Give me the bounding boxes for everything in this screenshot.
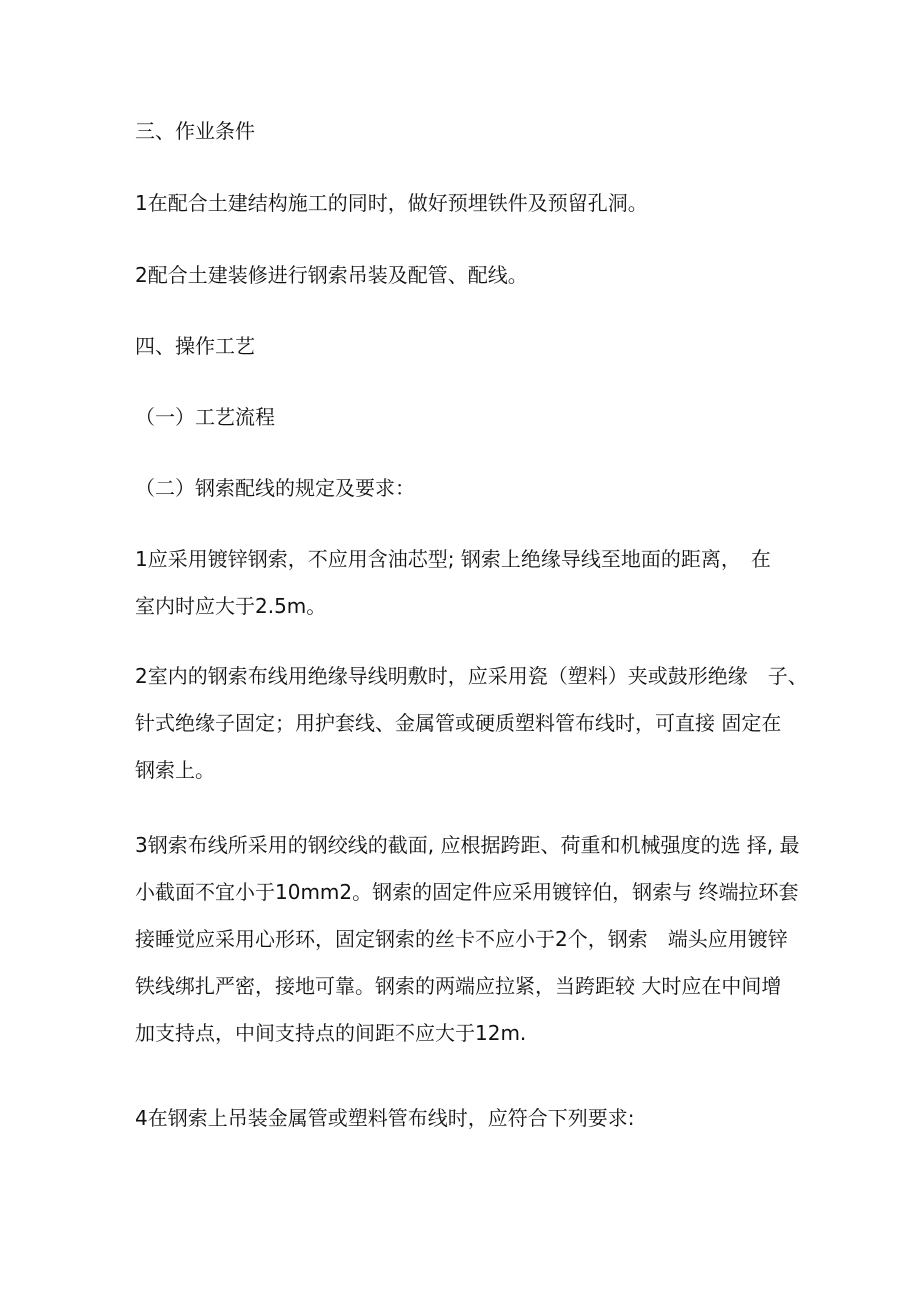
text-line: 3钢索布线所采用的钢绞线的截面, 应根据跨距、荷重和机械强度的选 择, 最: [135, 833, 800, 857]
text-line: 室内时应大于2.5m。: [135, 594, 327, 618]
text-line: 小截面不宜小于10mm2。钢索的固定件应采用镀锌伯，钢索与 终端拉环套: [135, 880, 799, 904]
section-heading-operation-process: 四、操作工艺: [135, 334, 255, 358]
text-line: 加支持点，中间支持点的间距不应大于12m.: [135, 1021, 527, 1045]
requirement-item-1: [135, 536, 795, 630]
text-line: 针式绝缘子固定；用护套线、金属管或硬质塑料管布线时，可直接 固定在: [135, 711, 782, 735]
subsection-process-flow: （一）工艺流程: [135, 405, 275, 429]
requirement-item-2: [135, 653, 808, 794]
requirement-item-3: [135, 822, 800, 1057]
condition-item-2: 2配合土建装修进行钢索吊装及配管、配线。: [135, 263, 528, 287]
text-line: 2室内的钢索布线用绝缘导线明敷时，应采用瓷（塑料）夹或鼓形绝缘 子、: [135, 664, 808, 688]
section-heading-work-conditions: 三、作业条件: [135, 119, 255, 143]
text-line: 接睡觉应采用心形环，固定钢索的丝卡不应小于2个，钢索 端头应用镀锌: [135, 927, 788, 951]
text-line: 钢索上。: [135, 758, 215, 782]
text-line: 铁线绑扎严密，接地可靠。钢索的两端应拉紧，当跨距较 大时应在中间增: [135, 974, 782, 998]
subsection-cable-wiring-requirements: （二）钢索配线的规定及要求：: [135, 476, 415, 500]
requirement-item-4: 4在钢索上吊装金属管或塑料管布线时，应符合下列要求:: [135, 1106, 635, 1130]
text-line: 1应采用镀锌钢索，不应用含油芯型; 钢索上绝缘导线至地面的距离， 在: [135, 547, 771, 571]
condition-item-1: 1在配合土建结构施工的同时，做好预埋铁件及预留孔洞。: [135, 191, 648, 215]
